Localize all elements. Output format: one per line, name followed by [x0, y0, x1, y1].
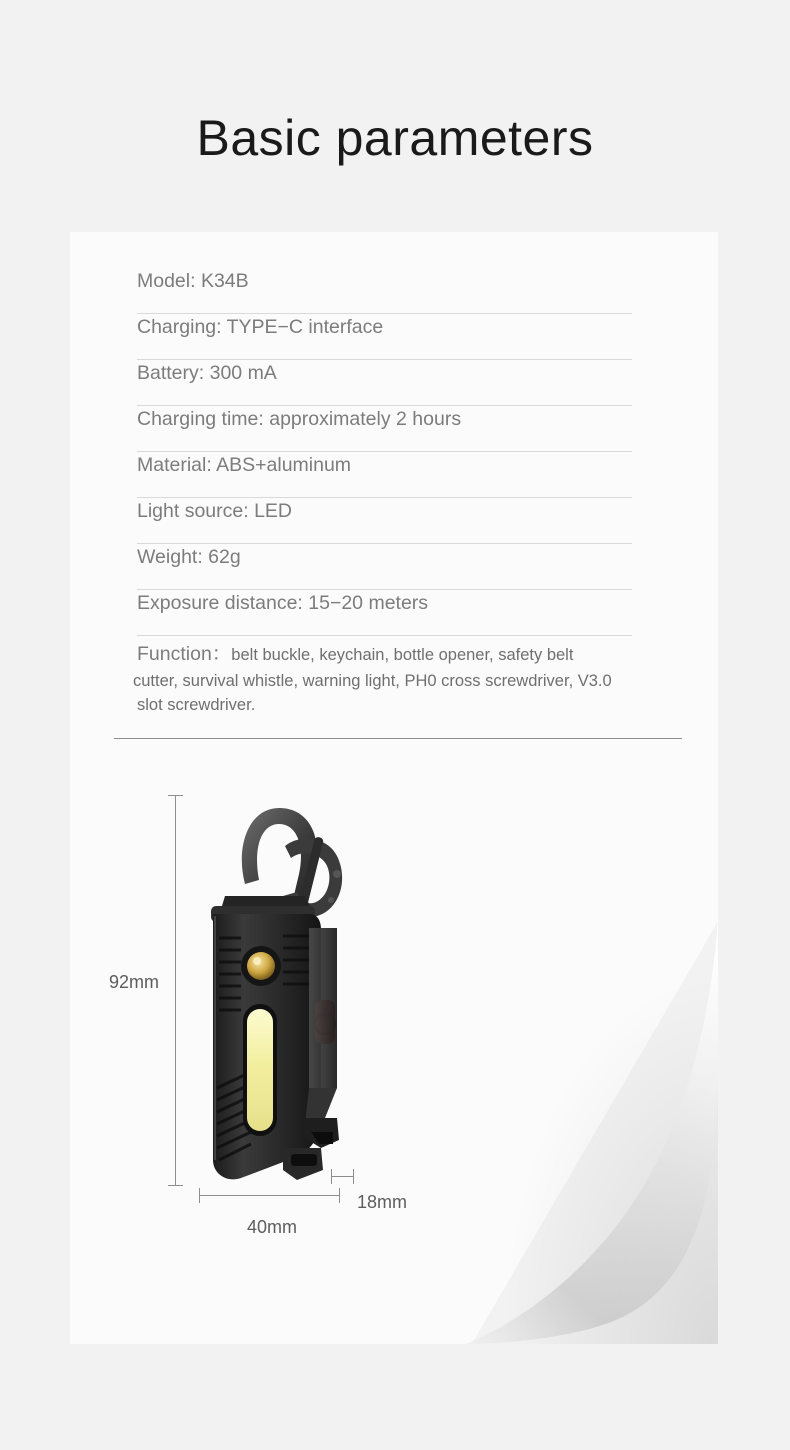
- spec-row-text: Model: K34B: [137, 270, 249, 292]
- depth-dimension-label: 18mm: [357, 1192, 408, 1212]
- spec-row-text: Weight: 62g: [137, 546, 241, 568]
- spec-row: [137, 452, 632, 498]
- width-dimension-tick-left: [199, 1188, 200, 1203]
- height-dimension-line: [175, 795, 176, 1185]
- function-first-line-text: belt buckle, keychain, bottle opener, safety belt: [231, 646, 574, 664]
- height-dimension-tick-bottom: [168, 1185, 183, 1186]
- page-title: Basic parameters: [196, 110, 594, 166]
- spec-row-text: Charging time: approximately 2 hours: [137, 408, 462, 430]
- spec-row-text: Battery: 300 mA: [137, 362, 277, 384]
- function-label: Function：: [137, 643, 232, 665]
- spec-row: [137, 314, 632, 360]
- function-first-line: [137, 640, 682, 669]
- width-dimension-tick-right: [339, 1188, 340, 1203]
- spec-row: [137, 360, 632, 406]
- function-block: [133, 640, 682, 717]
- spec-row: [137, 268, 632, 314]
- function-second-line: cutter, survival whistle, warning light, PH0 cross screwdriver, V3.0: [133, 672, 612, 690]
- spec-row-text: Light source: LED: [137, 500, 293, 522]
- spec-row-text: Exposure distance: 15−20 meters: [137, 592, 429, 614]
- spec-row-text: Material: ABS+aluminum: [137, 454, 352, 476]
- spec-row: [137, 544, 632, 590]
- flashlight-product-image: [187, 788, 367, 1188]
- spec-row: [137, 406, 632, 452]
- spec-row: [137, 590, 632, 636]
- lens-icon: [241, 946, 281, 986]
- width-dimension-line: [199, 1195, 339, 1196]
- led-panel: [243, 1004, 277, 1136]
- function-divider: [114, 738, 682, 739]
- spec-row: [137, 498, 632, 544]
- height-dimension-label: 92mm: [109, 972, 160, 992]
- spec-list: [137, 268, 632, 636]
- spec-row-text: Charging: TYPE−C interface: [137, 316, 384, 338]
- product-diagram: [95, 780, 455, 1250]
- width-dimension-label: 40mm: [247, 1217, 298, 1237]
- function-third-line: slot screwdriver.: [137, 696, 256, 714]
- height-dimension-tick-top: [168, 795, 183, 796]
